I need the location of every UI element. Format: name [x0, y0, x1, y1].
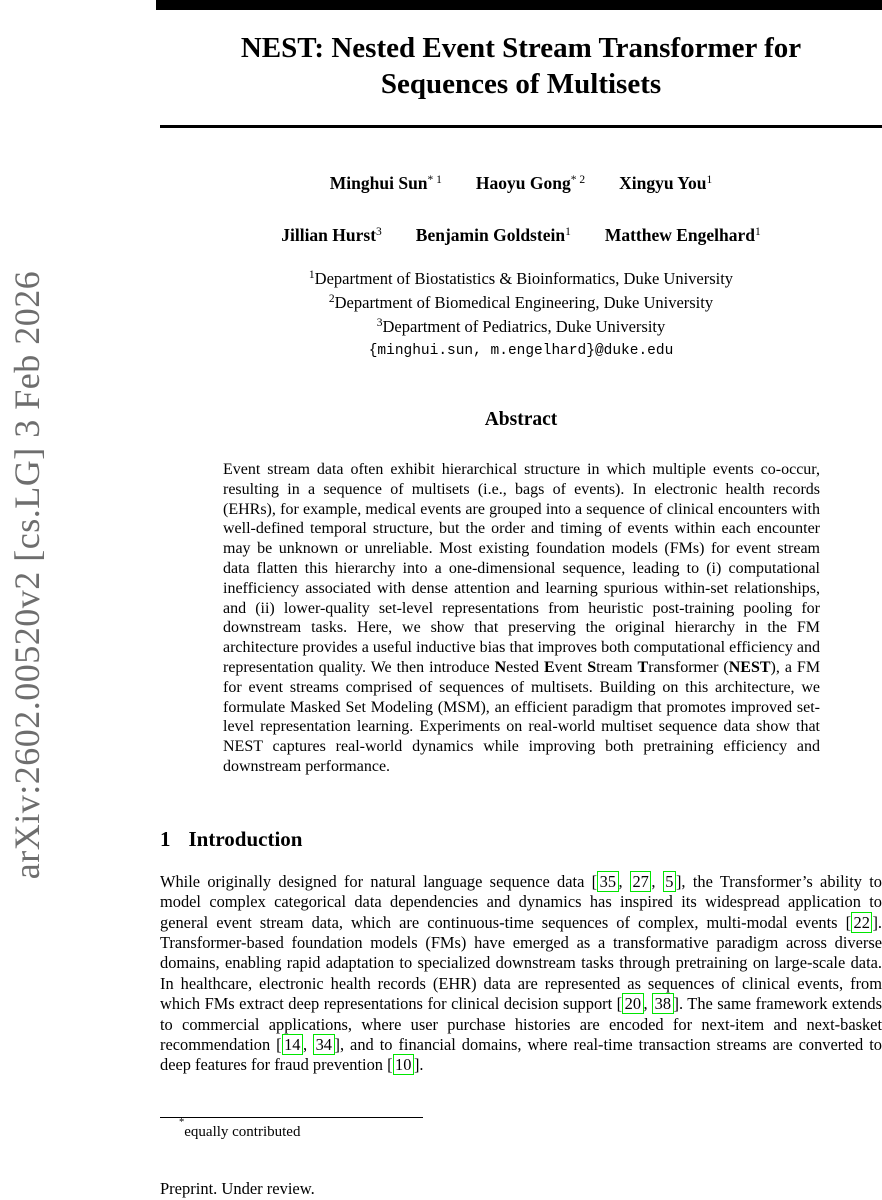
author	[619, 173, 712, 194]
affiliation-line: $^3$Department of Pediatrics, Duke University	[376, 317, 666, 336]
affiliation-line: $^2$Department of Biomedical Engineering, Duke University	[328, 293, 714, 312]
authors-row-2	[160, 225, 882, 246]
author-superscript: 1	[565, 226, 571, 238]
citation-link[interactable]: 5	[663, 871, 676, 892]
author-name: Minghui Sun	[329, 173, 428, 193]
affiliation-superscript: 1	[308, 269, 315, 281]
section-title: Introduction	[188, 826, 303, 851]
footnote-label: equally contributed	[184, 1124, 301, 1140]
citation-link[interactable]: 27	[630, 871, 651, 892]
author-name: Jillian Hurst	[281, 225, 377, 245]
bold-text: NEST	[728, 658, 771, 676]
author	[281, 225, 382, 246]
authors-row-1	[160, 173, 882, 194]
section-heading-introduction	[160, 827, 882, 852]
citation-link[interactable]: 14	[282, 1034, 303, 1055]
paper-content	[160, 0, 882, 1076]
author-superscript: * 1	[427, 174, 442, 186]
citation-link[interactable]: 35	[597, 871, 618, 892]
author-superscript: 1	[755, 226, 761, 238]
affiliation-superscript: 3	[376, 317, 383, 329]
abstract-text: Event stream data often exhibit hierarchical structure in which multiple events co-occur, resulting in a sequence of multisets (i.e., bags of events). In electronic health records (EHRs), for example, medical events are grouped into a sequence of clinical encounters with well-defined temporal structure, but the order and timing of events within each encounter may be unknown or unreliable. Most existing foundation models (FMs) for event stream data flatten this hierarchy into a one-dimensional sequence, leading to (i) computational inefficiency associated with dense attention and learning spurious within-set relationships, and (ii) lower-quality set-level representations from heuristic post-training pooling for downstream tasks. Here, we show that preserving the original hierarchy in the FM architecture provides a useful inductive bias that improves both computational efficiency and representation quality. We then introduce Nested Event Stream Transformer (NEST), a FM for event streams comprised of sequences of multisets. Building on this architecture, we formulate Masked Set Modeling (MSM), an efficient paradigm that promotes improved set-level representation learning. Experiments on real-world multiset sequence data show that NEST captures real-world dynamics while improving both pretraining efficiency and downstream performance.	[223, 461, 821, 775]
citation-link[interactable]: 38	[652, 993, 673, 1014]
introduction-paragraph: While originally designed for natural language sequence data [ 35 , 27 , 5 ], the Transformer’s ability to model complex categorical data dependencies and dynamics has inspired its widespread application to general event stream data, which are continuous-time sequences of complex, multi-modal events [ 22 ]. Transformer-based foundation models (FMs) have emerged as a transformative paradigm across diverse domains, enabling rapid adaptation to specialized downstream tasks through pretraining on large-scale data. In healthcare, electronic health records (EHR) data are represented as sequences of clinical events, from which FMs extract deep representations for clinical decision support [ 20 , 38 ]. The same framework extends to commercial applications, where user purchase histories are encoded for next-item and next-basket recommendation [ 14 , 34 ], and to financial domains, where real-time transaction streams are converted to deep features for fraud prevention [ 10 ].	[160, 871, 882, 1075]
citation-link[interactable]: 20	[622, 993, 643, 1014]
contact-email: {minghui.sun, m.engelhard}@duke.edu	[368, 343, 674, 359]
affiliations	[160, 268, 882, 340]
section-number: 1	[160, 826, 171, 851]
author-superscript: * 2	[570, 174, 586, 186]
footnote-area	[160, 1117, 460, 1141]
preprint-notice: Preprint. Under review.	[160, 1179, 315, 1198]
abstract-heading: Abstract	[484, 409, 558, 430]
bold-text: T	[637, 658, 649, 676]
bold-text: N	[494, 658, 507, 676]
footnote-marker: *	[179, 1117, 185, 1128]
affiliation-line: $^1$Department of Biostatistics & Bioinformatics, Duke University	[308, 269, 734, 288]
author-name: Benjamin Goldstein	[415, 225, 566, 245]
citation-link[interactable]: 22	[851, 912, 872, 933]
author-name: Matthew Engelhard	[604, 225, 756, 245]
title-rule	[160, 125, 882, 128]
author-superscript: 1	[706, 174, 713, 186]
citation-link[interactable]: 34	[313, 1034, 334, 1055]
bold-text: S	[587, 658, 597, 676]
bold-text: E	[544, 658, 555, 676]
author	[330, 173, 442, 194]
footnote	[160, 1117, 460, 1141]
arxiv-watermark: arXiv:2602.00520v2 [cs.LG] 3 Feb 2026	[7, 270, 47, 880]
paper-title: NEST: Nested Event Stream Transformer for Sequences of Multisets	[240, 32, 802, 100]
author	[476, 173, 585, 194]
footnote-rule	[160, 1117, 423, 1118]
citation-link[interactable]: 10	[393, 1054, 414, 1075]
author-name: Haoyu Gong	[475, 173, 571, 193]
affiliation-superscript: 2	[328, 293, 335, 305]
author	[416, 225, 571, 246]
author-name: Xingyu You	[619, 173, 707, 193]
author-superscript: 3	[376, 226, 382, 238]
author	[605, 225, 761, 246]
